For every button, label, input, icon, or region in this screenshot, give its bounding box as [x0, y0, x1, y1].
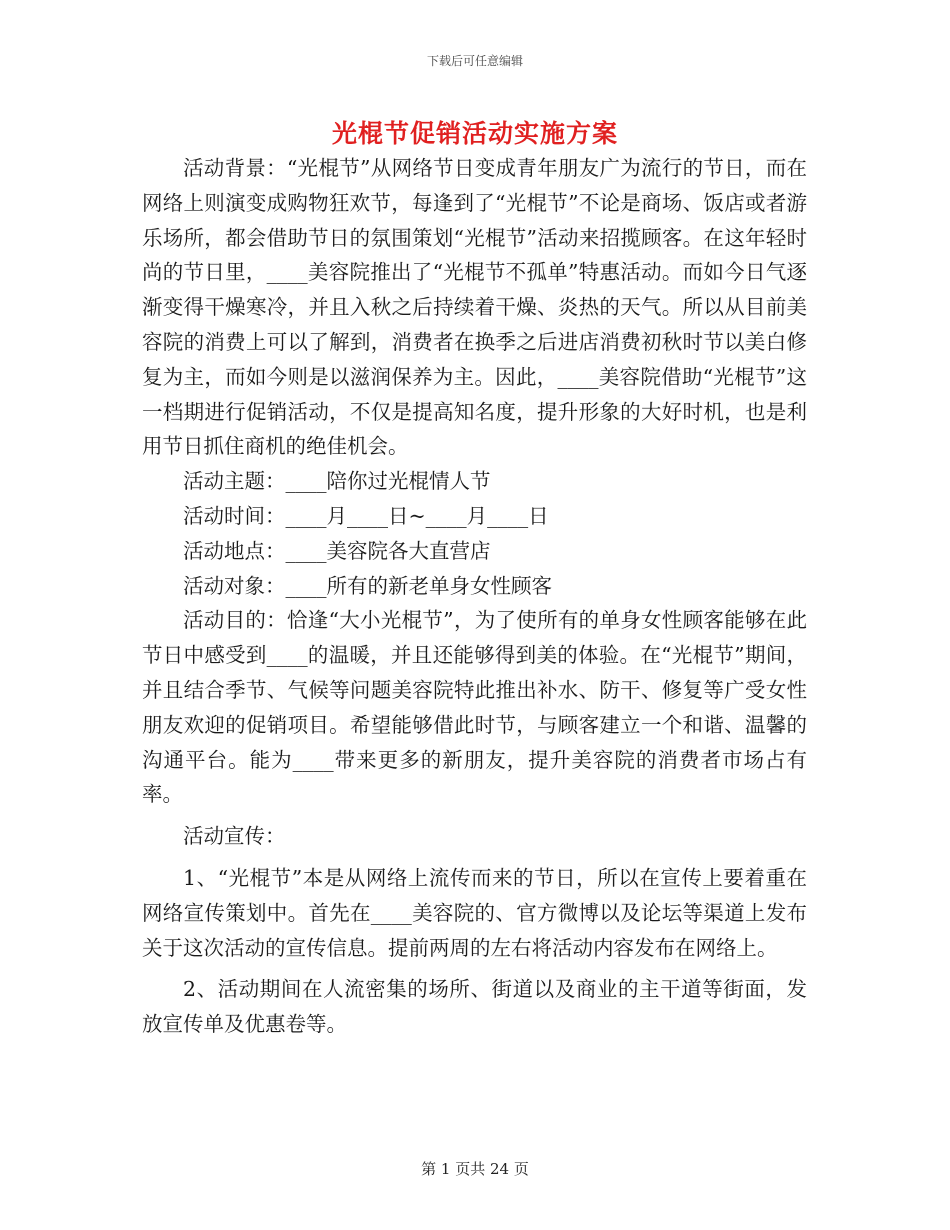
document-title: 光棍节促销活动实施方案	[331, 119, 618, 148]
paragraph-audience: 活动对象：____所有的新老单身女性顾客	[183, 573, 552, 598]
paragraph-promotion-item-2: 2、活动期间在人流密集的场所、街道以及商业的主干道等街面，发放宣传单及优惠卷等。	[142, 977, 807, 1037]
paragraph-time: 活动时间：____月____日~____月____日	[183, 503, 549, 528]
paragraph-background: 活动背景：“光棍节”从网络节日变成青年朋友广为流行的节日，而在网络上则演变成购物狂欢节，每逢到了“光棍节”不论是商场、饭店或者游乐场所，都会借助节日的氛围策划“光棍节”活动来招揽顾客。在这年轻时尚的节日里，____美容院推出了“光棍节不孤单”特惠活动。而如今日气逐渐变得干燥寒冷，并且入秋之后持续着干燥、炎热的天气。所以从目前美容院的消费上可以了解到，消费者在换季之后进店消费初秋时节以美白修复为主，而如今则是以滋润保养为主。因此，____美容院借助“光棍节”这一档期进行促销活动，不仅是提高知名度，提升形象的大好时机，也是利用节日抓住商机的绝佳机会。	[142, 156, 807, 459]
paragraph-purpose: 活动目的：恰逢“大小光棍节”，为了使所有的单身女性顾客能够在此节日中感受到____的温暖，并且还能够得到美的体验。在“光棍节”期间，并且结合季节、气候等问题美容院特此推出补水、防干、修复等广受女性朋友欢迎的促销项目。希望能够借此时节，与顾客建立一个和谐、温馨的沟通平台。能为____带来更多的新朋友，提升美容院的消费者市场占有率。	[142, 608, 807, 807]
paragraph-theme: 活动主题：____陪你过光棍情人节	[183, 469, 491, 494]
paragraph-location: 活动地点：____美容院各大直营店	[183, 538, 491, 563]
paragraph-promotion-heading: 活动宣传：	[183, 824, 286, 849]
page-header: 下载后可任意编辑	[426, 54, 523, 68]
document-body	[142, 151, 807, 1042]
paragraph-promotion-item-1: 1、“光棍节”本是从网络上流传而来的节日，所以在宣传上要着重在网络宣传策划中。首先在____美容院的、官方微博以及论坛等渠道上发布关于这次活动的宣传信息。提前两周的左右将活动内容发布在网络上。	[142, 865, 807, 960]
page-footer: 第 1 页共 24 页	[421, 1160, 529, 1178]
